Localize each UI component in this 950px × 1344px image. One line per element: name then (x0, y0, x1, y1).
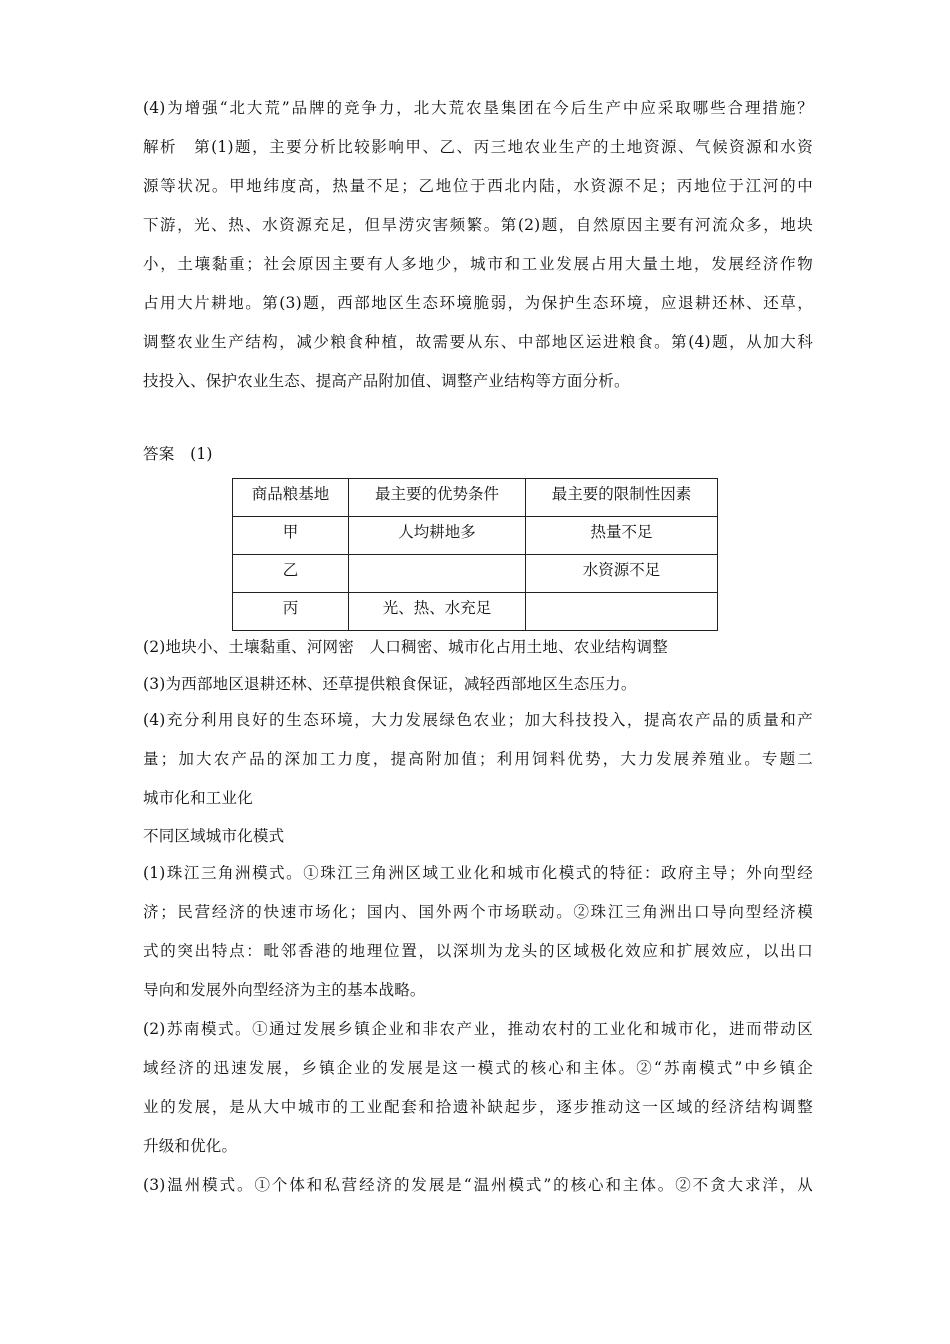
topic-title: 城市化和工业化 (143, 789, 253, 807)
section-1-line: 导向和发展外向型经济为主的基本战略。 (143, 981, 426, 999)
section-1-line: (1)珠江三角洲模式。①珠江三角洲区域工业化和城市化模式的特征：政府主导；外向型经 (143, 864, 813, 882)
analysis-line: 占用大片耕地。第(3)题，西部地区生态环境脆弱，为保护生态环境，应退耕还林、还草， (143, 294, 813, 312)
analysis-line: 下游，光、热、水资源充足，但旱涝灾害频繁。第(2)题，自然原因主要有河流众多，地块 (143, 216, 813, 234)
table-header-cell: 商品粮基地 (233, 479, 349, 517)
question-4: (4)为增强“北大荒”品牌的竞争力，北大荒农垦集团在今后生产中应采取哪些合理措施？ (143, 99, 813, 117)
section-2-line: 业的发展，是从大中城市的工业配套和拾遗补缺起步，逐步推动这一区域的经济结构调整 (143, 1098, 813, 1116)
answer-2: (2)地块小、土壤黏重、河网密 人口稠密、城市化占用土地、农业结构调整 (143, 638, 668, 656)
table-cell: 热量不足 (526, 517, 718, 555)
table-header-cell: 最主要的优势条件 (349, 479, 526, 517)
table-row (233, 517, 718, 555)
section-2-line: 域经济的迅速发展，乡镇企业的发展是这一模式的核心和主体。②“苏南模式”中乡镇企 (143, 1059, 813, 1077)
answer-label: 答案 (1) (143, 445, 213, 463)
table-cell: 光、热、水充足 (349, 593, 526, 631)
table-header-cell: 最主要的限制性因素 (526, 479, 718, 517)
analysis-line: 解析 第(1)题，主要分析比较影响甲、乙、丙三地农业生产的土地资源、气候资源和水资 (143, 138, 813, 156)
answer-3: (3)为西部地区退耕还林、还草提供粮食保证，减轻西部地区生态压力。 (143, 675, 637, 693)
section-2-line: (2)苏南模式。①通过发展乡镇企业和非农产业，推动农村的工业化和城市化，进而带动区 (143, 1020, 813, 1038)
grain-base-table (232, 478, 718, 631)
section-3-line: (3)温州模式。①个体和私营经济的发展是“温州模式”的核心和主体。②不贪大求洋，从 (143, 1176, 813, 1194)
section-2-line: 升级和优化。 (143, 1137, 238, 1155)
section-1-line: 式的突出特点：毗邻香港的地理位置，以深圳为龙头的区域极化效应和扩展效应，以出口 (143, 942, 813, 960)
table-cell (349, 555, 526, 593)
table-cell: 丙 (233, 593, 349, 631)
table-row (233, 593, 718, 631)
table-row (233, 555, 718, 593)
analysis-line: 调整农业生产结构，减少粮食种植，故需要从东、中部地区运进粮食。第(4)题，从加大科 (143, 333, 813, 351)
table-header-row (233, 479, 718, 517)
table-cell: 乙 (233, 555, 349, 593)
analysis-line: 技投入、保护农业生态、提高产品附加值、调整产业结构等方面分析。 (143, 372, 630, 390)
table-cell (526, 593, 718, 631)
answer-4-line: 量；加大农产品的深加工力度，提高附加值；利用饲料优势，大力发展养殖业。专题二 (143, 750, 813, 768)
analysis-line: 小，土壤黏重；社会原因主要有人多地少，城市和工业发展占用大量土地，发展经济作物 (143, 255, 813, 273)
table-cell: 人均耕地多 (349, 517, 526, 555)
topic-subtitle: 不同区域城市化模式 (143, 827, 285, 845)
analysis-line: 源等状况。甲地纬度高，热量不足；乙地位于西北内陆，水资源不足；丙地位于江河的中 (143, 177, 813, 195)
table-cell: 甲 (233, 517, 349, 555)
section-1-line: 济；民营经济的快速市场化；国内、国外两个市场联动。②珠江三角洲出口导向型经济模 (143, 903, 813, 921)
table-cell: 水资源不足 (526, 555, 718, 593)
answer-4-line: (4)充分利用良好的生态环境，大力发展绿色农业；加大科技投入，提高农产品的质量和产 (143, 711, 813, 729)
